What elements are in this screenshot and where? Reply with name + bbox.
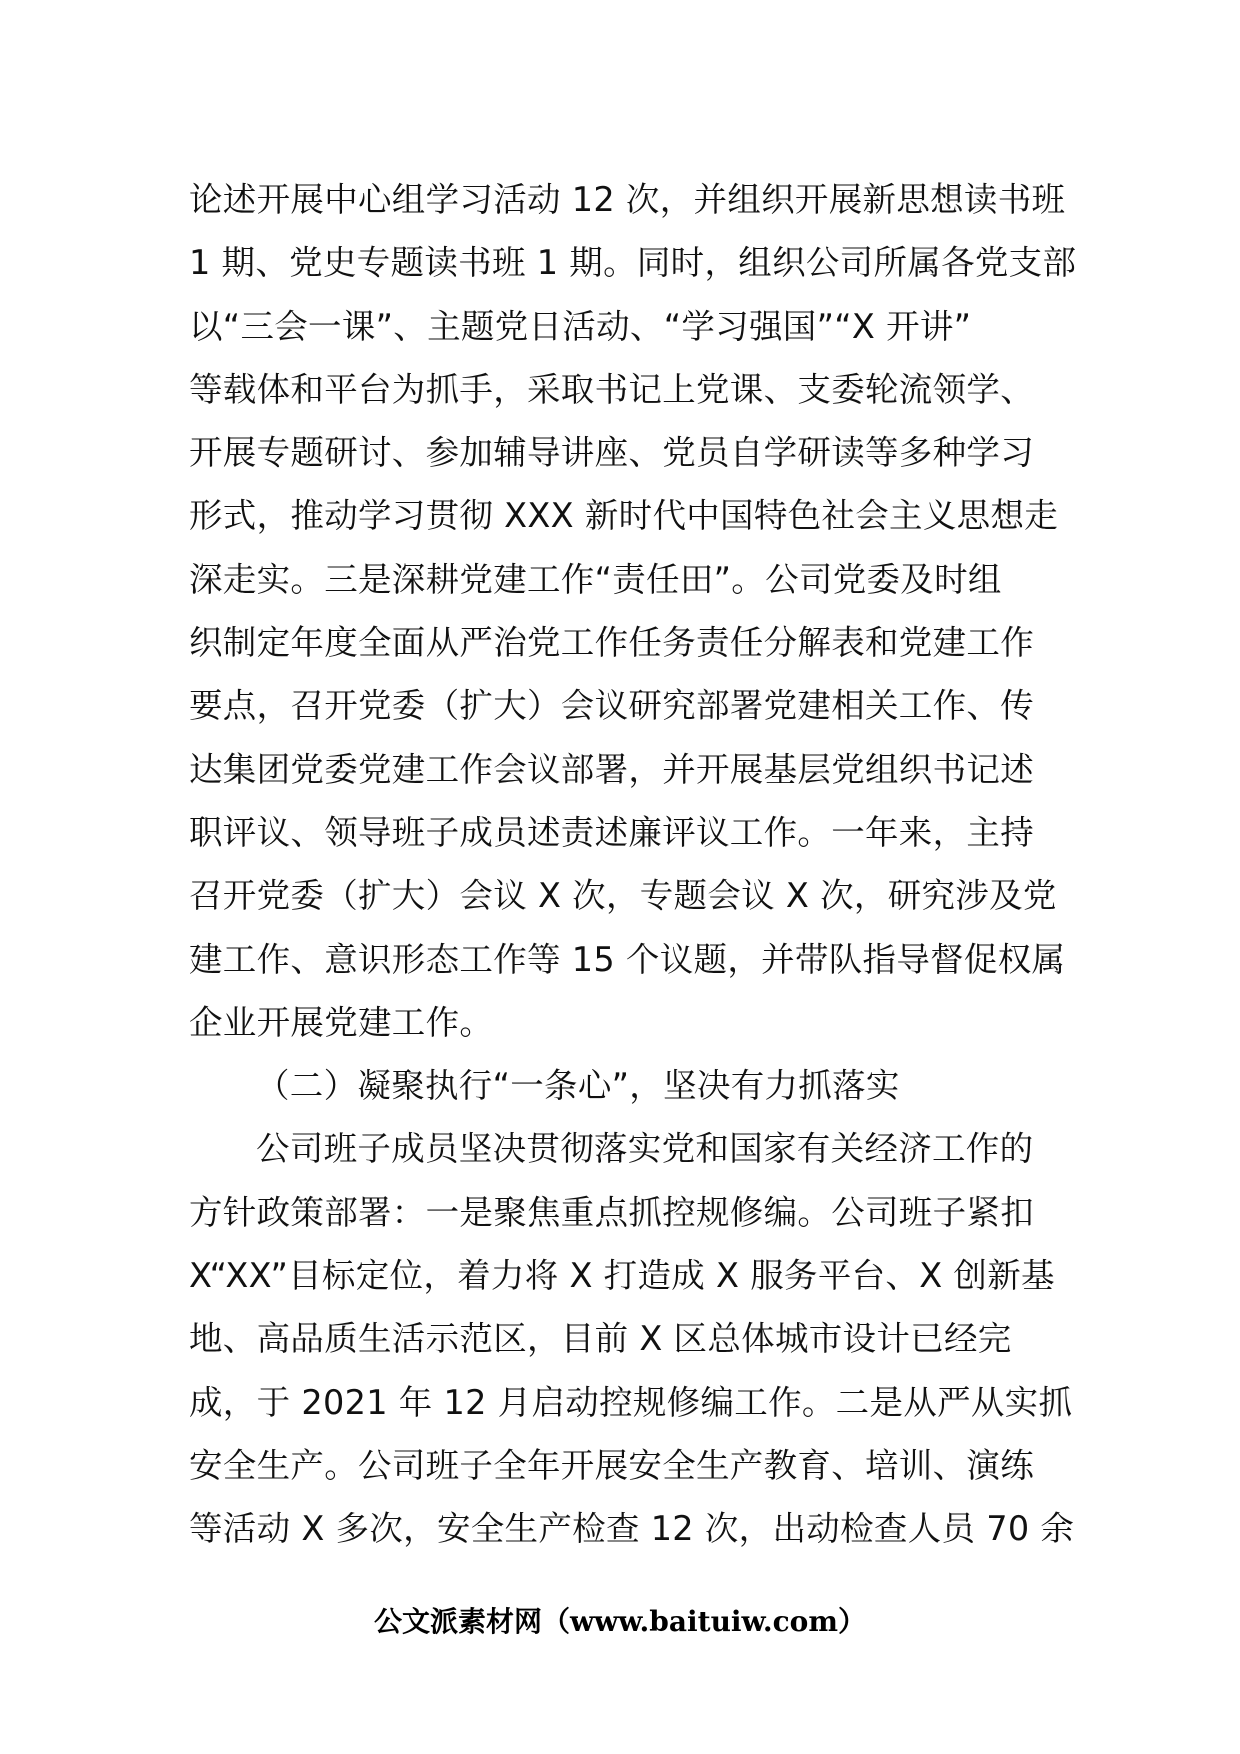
text-line: 论述开展中心组学习活动 12 次，并组织开展新思想读书班 xyxy=(189,180,1066,219)
text-line: 达集团党委党建工作会议部署，并开展基层党组织书记述 xyxy=(189,749,1034,789)
text-line: 地、高品质生活示范区，目前 X 区总体城市设计已经完 xyxy=(189,1319,1012,1359)
text-line: 等活动 X 多次，安全生产检查 12 次，出动检查人员 70 余 xyxy=(189,1509,1075,1549)
text-line: X“XX”目标定位，着力将 X 打造成 X 服务平台、X 创新基 xyxy=(189,1256,1055,1296)
body-text xyxy=(189,168,1077,1561)
text-line: 方针政策部署：一是聚焦重点抓控规修编。公司班子紧扣 xyxy=(189,1192,1034,1232)
text-line: 深走实。三是深耕党建工作“责任田”。公司党委及时组 xyxy=(189,559,1002,599)
text-line: 召开党委（扩大）会议 X 次，专题会议 X 次，研究涉及党 xyxy=(189,876,1057,916)
text-line: 以“三会一课”、主题党日活动、“学习强国”“X 开讲” xyxy=(189,306,972,346)
text-line: 开展专题研讨、参加辅导讲座、党员自学研读等多种学习 xyxy=(189,433,1034,473)
text-line: 1 期、党史专题读书班 1 期。同时，组织公司所属各党支部 xyxy=(189,243,1077,283)
text-line: 织制定年度全面从严治党工作任务责任分解表和党建工作 xyxy=(189,623,1034,663)
text-line: 企业开展党建工作。 xyxy=(189,1002,494,1042)
text-line: 建工作、意识形态工作等 15 个议题，并带队指导督促权属 xyxy=(189,939,1066,979)
text-line: 等载体和平台为抓手，采取书记上党课、支委轮流领学、 xyxy=(189,369,1034,409)
text-line: 职评议、领导班子成员述责述廉评议工作。一年来，主持 xyxy=(189,812,1034,852)
text-line: （二）凝聚执行“一条心”，坚决有力抓落实 xyxy=(256,1066,900,1106)
text-line: 成，于 2021 年 12 月启动控规修编工作。二是从严从实抓 xyxy=(189,1382,1073,1422)
text-line: 要点，召开党委（扩大）会议研究部署党建相关工作、传 xyxy=(189,686,1034,726)
text-line: 公司班子成员坚决贯彻落实党和国家有关经济工作的 xyxy=(256,1129,1034,1169)
text-line: 形式，推动学习贯彻 XXX 新时代中国特色社会主义思想走 xyxy=(189,496,1059,536)
footer-watermark: 公文派素材网（www.baituiw.com） xyxy=(374,1605,866,1638)
text-line: 安全生产。公司班子全年开展安全生产教育、培训、演练 xyxy=(189,1445,1034,1485)
